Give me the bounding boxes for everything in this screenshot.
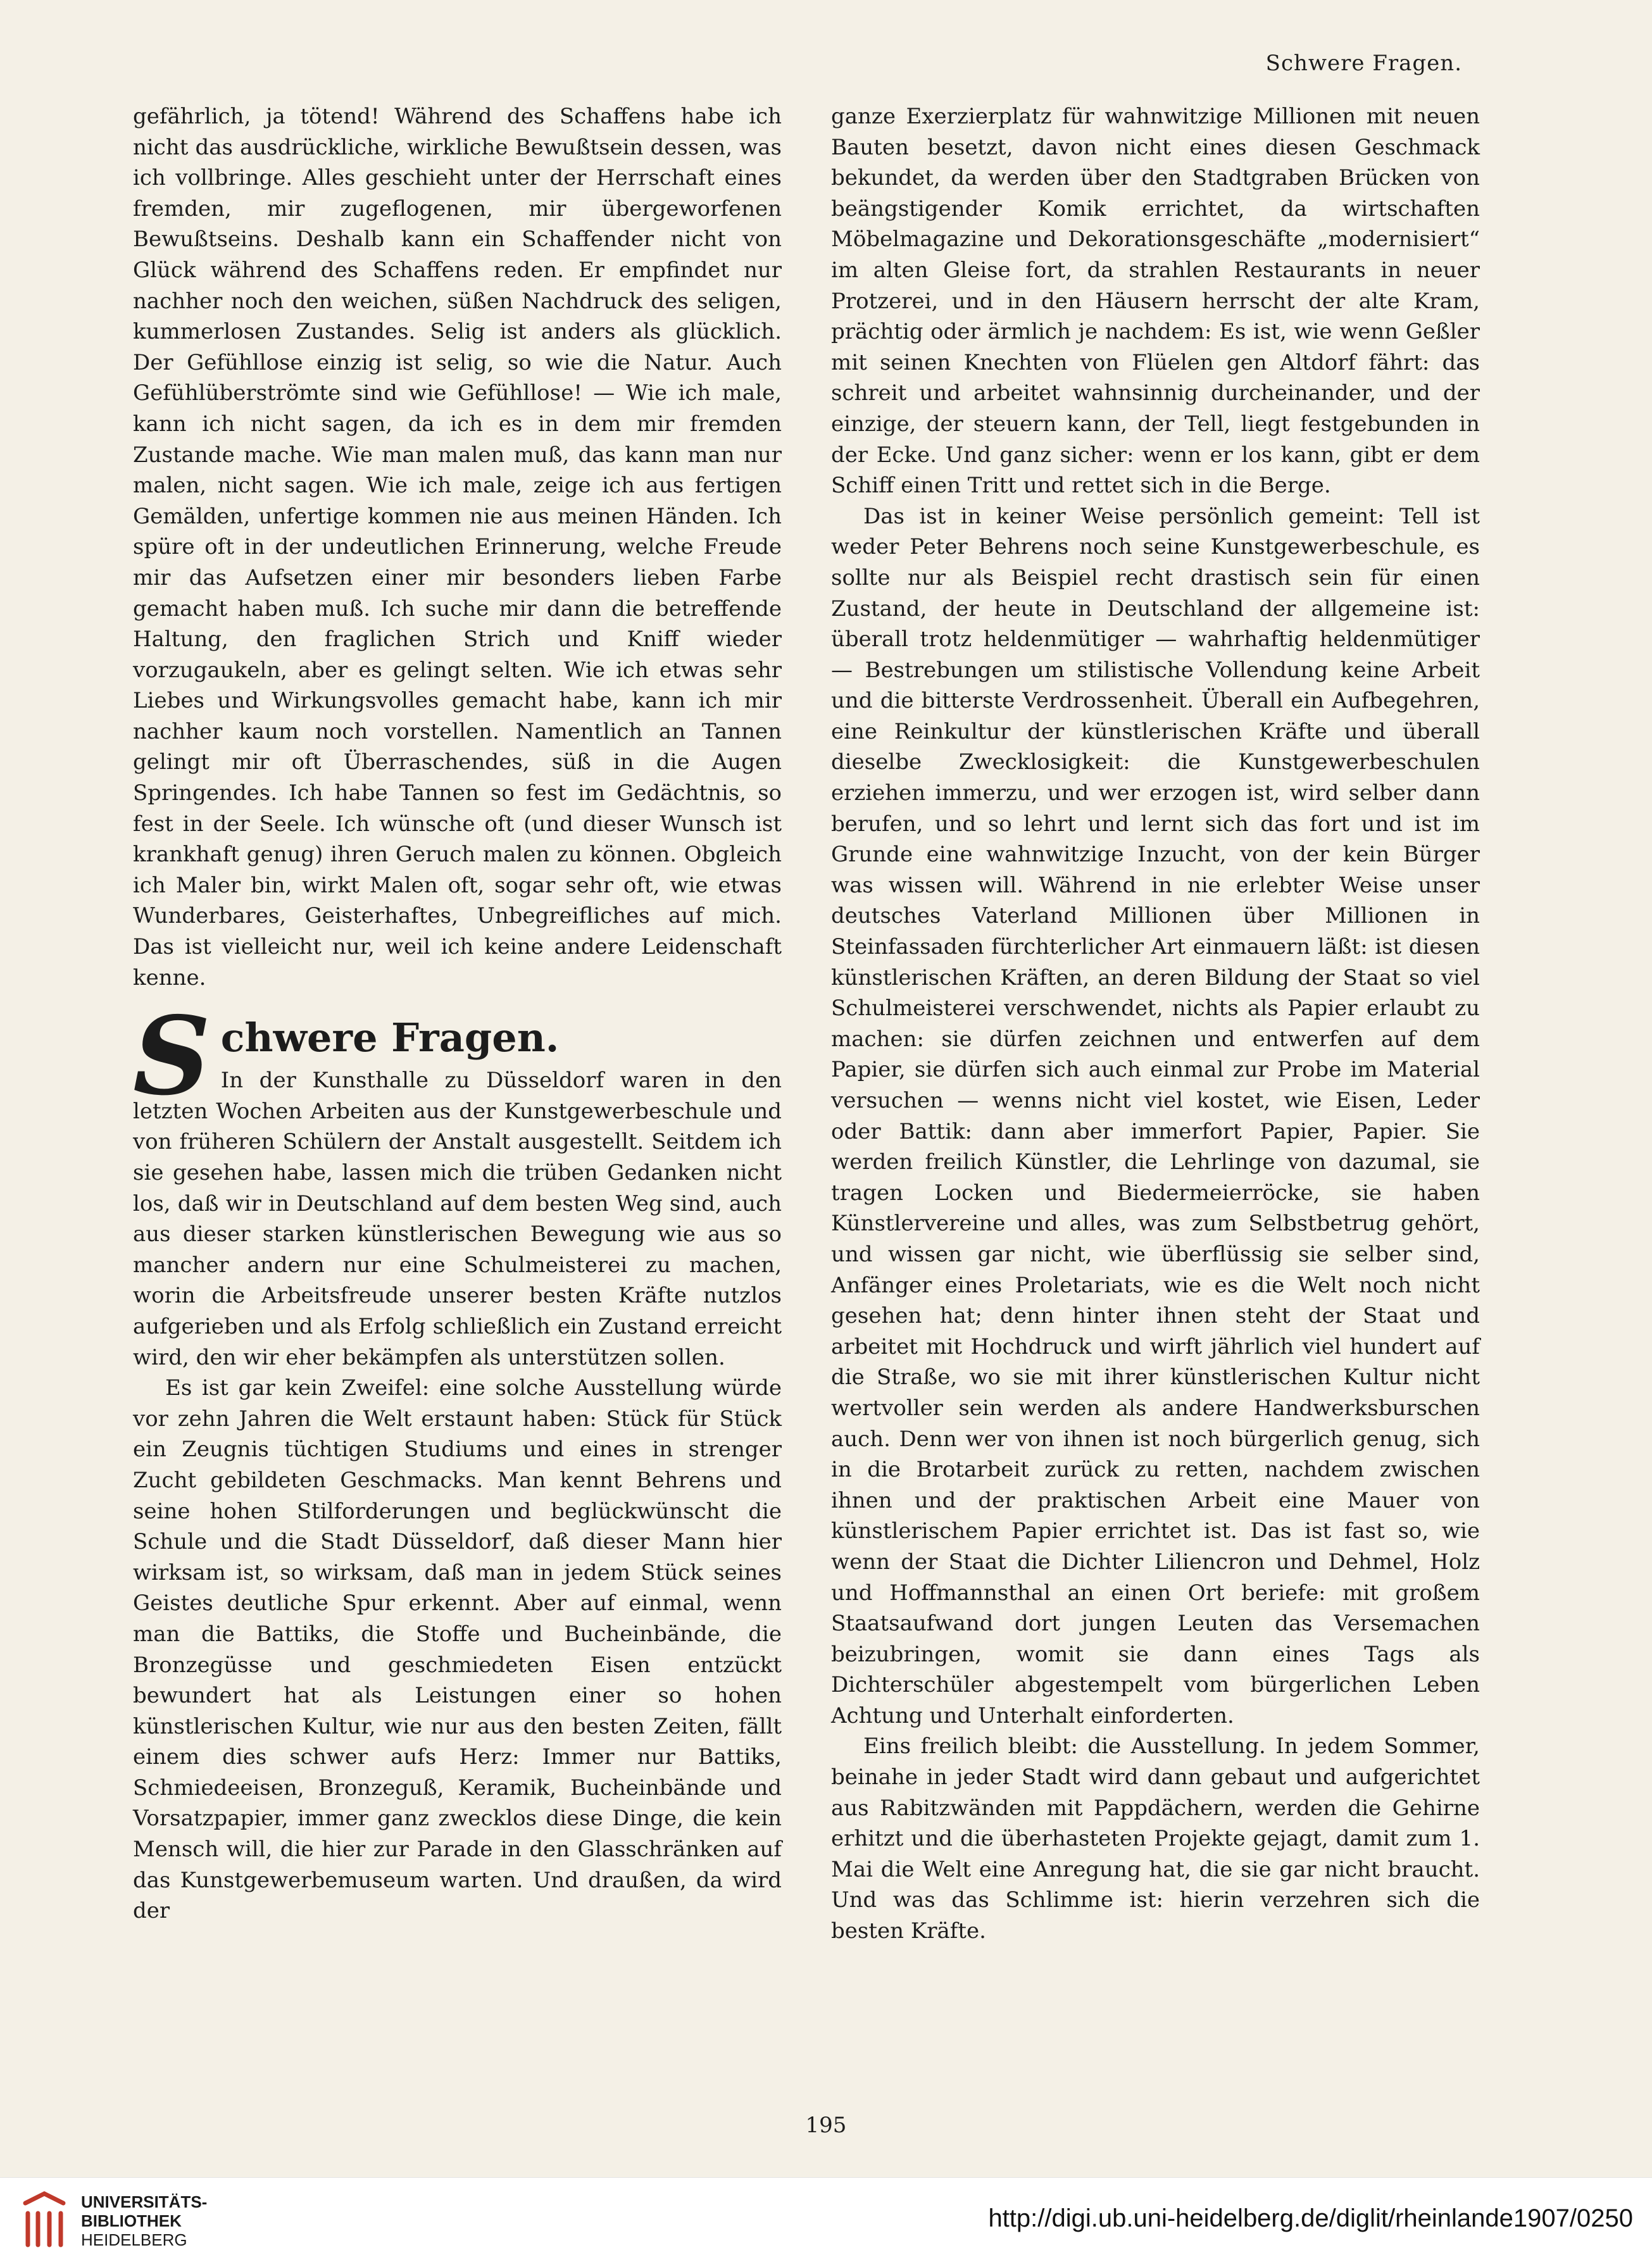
right-paragraph: ganze Exerzierplatz für wahnwitzige Millionen mit neuen Bauten besetzt, davon nicht eines diesen Geschmack bekundet, da werden über den Stadtgraben Brücken von beängstigender Komik errichtet, da wirtschaften Möbelmagazine und Dekorationsgeschäfte „modernisiert“ im alten Gleise fort, da strahlen Restaurants in neuer Protzerei, und in den Häusern herrscht der alte Kram, prächtig oder ärmlich je nachdem: Es ist, wie wenn Geßler mit seinen Knechten von Flüelen gen Altdorf fährt: das schreit und arbeitet wahnsinnig durcheinander, und der einzige, der steuern kann, der Tell, liegt festgebunden in der Ecke. Und ganz sicher: wenn er los kann, gibt er dem Schiff einen Tritt und rettet sich in die Berge.: [831, 104, 1480, 499]
left-paragraph: gefährlich, ja tötend! Während des Schaffens habe ich nicht das ausdrückliche, wirkliche Bewußtsein dessen, was ich vollbringe. Alles geschieht unter der Herrschaft eines fremden, mir zugeflogenen, mir übergeworfenen Bewußtseins. Deshalb kann ein Schaffender nicht von Glück während des Schaffens reden. Er empfindet nur nachher noch den weichen, süßen Nachdruck des seligen, kummerlosen Zustandes. Selig ist anders als glücklich. Der Gefühllose einzig ist selig, so wie die Natur. Auch Gefühlüberströmte sind wie Gefühllose! — Wie ich male, kann ich nicht sagen, da ich es in dem mir fremden Zustande mache. Wie man malen muß, das kann man nur malen, nicht sagen. Wie ich male, zeige ich aus fertigen Gemälden, unfertige kommen nie aus meinen Händen. Ich spüre oft in der undeutlichen Erinnerung, welche Freude mir das Aufsetzen einer mir besonders lieben Farbe gemacht haben muß. Ich suche mir dann die betreffende Haltung, den fraglichen Strich und Kniff wieder vorzugaukeln, aber es gelingt selten. Wie ich etwas sehr Liebes und Wirkungsvolles gemacht habe, kann ich mir nachher kaum noch vorstellen. Namentlich an Tannen gelingt mir oft Überraschendes, süß in die Augen Springendes. Ich habe Tannen so fest im Gedächtnis, so fest in der Seele. Ich wünsche oft (und dieser Wunsch ist krankhaft genug) ihren Geruch malen zu können. Obgleich ich Maler bin, wirkt Malen oft, sogar sehr oft, wie etwas Wunderbares, Geisterhaftes, Unbegreifliches auf mich. Das ist vielleicht nur, weil ich keine andere Leidenschaft kenne.: [133, 104, 782, 990]
library-name-line: UNIVERSITÄTS-: [81, 2192, 208, 2211]
footer-bar: [0, 2177, 1652, 2262]
left-column: [133, 101, 782, 1927]
section-paragraph: Es ist gar kein Zweifel: eine solche Ausstellung würde vor zehn Jahren die Welt erstaunt haben: Stück für Stück ein Zeugnis tüchtigen Studiums und eines in strenger Zucht gebildeten Geschmacks. Man kennt Behrens und seine hohen Stilforderungen und beglückwünscht die Schule und die Stadt Düsseldorf, daß dieser Mann hier wirksam ist, so wirksam, daß man in jedem Stück seines Geistes deutliche Spur erkennt. Aber auf einmal, wenn man die Battiks, die Stoffe und Bucheinbände, die Bronzegüsse und geschmiedeten Eisen entzückt bewundert hat als Leistungen einer so hohen künstlerischen Kultur, wie nur aus den besten Zeiten, fällt einem dies schwer aufs Herz: Immer nur Battiks, Schmiedeeisen, Bronzeguß, Keramik, Bucheinbände und Vorsatzpapier, immer ganz zwecklos diese Dinge, die kein Mensch will, die hier zur Parade in den Glasschränken auf das Kunstgewerbemuseum warten. Und draußen, da wird der: [133, 1375, 782, 1924]
right-paragraph: Das ist in keiner Weise persönlich gemeint: Tell ist weder Peter Behrens noch seine Kunstgewerbeschule, es sollte nur als Beispiel recht drastisch sein für einen Zustand, der heute in Deutschland der allgemeine ist: überall trotz heldenmütiger — wahrhaftig heldenmütiger — Bestrebungen um stilistische Vollendung keine Arbeit und die bitterste Verdrossenheit. Überall ein Aufbegehren, eine Reinkultur der künstlerischen Kräfte und überall dieselbe Zwecklosigkeit: die Kunstgewerbeschulen erziehen immerzu, und wer erzogen ist, wird selber dann berufen, und so lehrt und lernt sich das fort und ist im Grunde eine wahnwitzige Inzucht, von der kein Bürger was wissen will. Während in nie erlebter Weise unser deutsches Vaterland Millionen über Millionen in Steinfassaden fürchterlicher Art einmauern läßt: ist diesen künstlerischen Kräften, an deren Bildung der Staat so viel Schulmeisterei verschwendet, nichts als Papier erlaubt zu machen: sie dürfen zeichnen und entwerfen auf dem Papier, sie dürfen sich auch einmal zur Probe im Material versuchen — wenns nicht viel kostet, wie Eisen, Leder oder Battik: dann aber immerfort Papier, Papier. Sie werden freilich Künstler, die Lehrlinge von dazumal, sie tragen Locken und Biedermeierröcke, sie haben Künstlervereine und alles, was zum Selbstbetrug gehört, und wissen gar nicht, wie überflüssig sie selber sind, Anfänger eines Proletariats, wie es die Welt noch nicht gesehen hat; denn hinter ihnen steht der Staat und arbeitet mit Hochdruck und wirft jährlich viel hundert auf die Straße, wo sie mit ihrer künstlerischen Kultur nicht wertvoller sein werden als andere Handwerksburschen auch. Denn wer von ihnen ist noch bürgerlich genug, sich in die Brotarbeit zurück zu retten, nachdem zwischen ihnen und der praktischen Arbeit eine Mauer von künstlerischem Papier errichtet ist. Das ist fast so, wie wenn der Staat die Dichter Liliencron und Dehmel, Holz und Hoffmannsthal an einen Ort beriefe: mit großem Staatsaufwand dort jungen Leuten das Versemachen beizubringen, womit sie dann eines Tags als Dichterschüler abgestempelt vom bürgerlichen Leben Achtung und Unterhalt einforderten.: [831, 503, 1480, 1728]
right-paragraph: Eins freilich bleibt: die Ausstellung. In jedem Sommer, beinahe in jeder Stadt wird dann gebaut und aufgerichtet aus Rabitzwänden mit Pappdächern, werden die Gehirne erhitzt und die überhasteten Projekte gejagt, damit zum 1. Mai die Welt eine Anregung hat, die sie gar nicht braucht. Und was das Schlimme ist: hierin verzehren sich die besten Kräfte.: [831, 1734, 1480, 1944]
heading-rest: chwere Fragen.: [220, 1015, 560, 1061]
library-name-line: HEIDELBERG: [81, 2230, 187, 2249]
library-logo[interactable]: [19, 2190, 207, 2251]
source-url-link[interactable]: http://digi.ub.uni-heidelberg.de/diglit/rheinlande1907/0250: [988, 2204, 1633, 2232]
library-name-line: BIBLIOTHEK: [81, 2211, 182, 2230]
library-logo-icon: [19, 2190, 70, 2251]
library-name: [81, 2192, 207, 2249]
section-heading: [133, 993, 782, 1120]
section-paragraph: In der Kunsthalle zu Düsseldorf waren in den letzten Wochen Arbeiten aus der Kunstgewerbeschule und von früheren Schülern der Anstalt ausgestellt. Seitdem ich sie gesehen habe, lassen mich die trüben Gedanken nicht los, daß wir in Deutschland auf dem besten Weg sind, auch aus dieser starken künstlerischen Bewegung wie aus so mancher andern nur eine Schulmeisterei zu machen, worin die Arbeitsfreude unserer besten Kräfte nutzlos aufgerieben und als Erfolg schließlich ein Zustand erreicht wird, den wir eher bekämpfen als unterstützen sollen.: [133, 1068, 782, 1370]
page-number: 195: [805, 2113, 847, 2138]
running-head: Schwere Fragen.: [1265, 51, 1462, 76]
heading-initial: S: [133, 993, 211, 1120]
right-column: [831, 101, 1480, 1947]
